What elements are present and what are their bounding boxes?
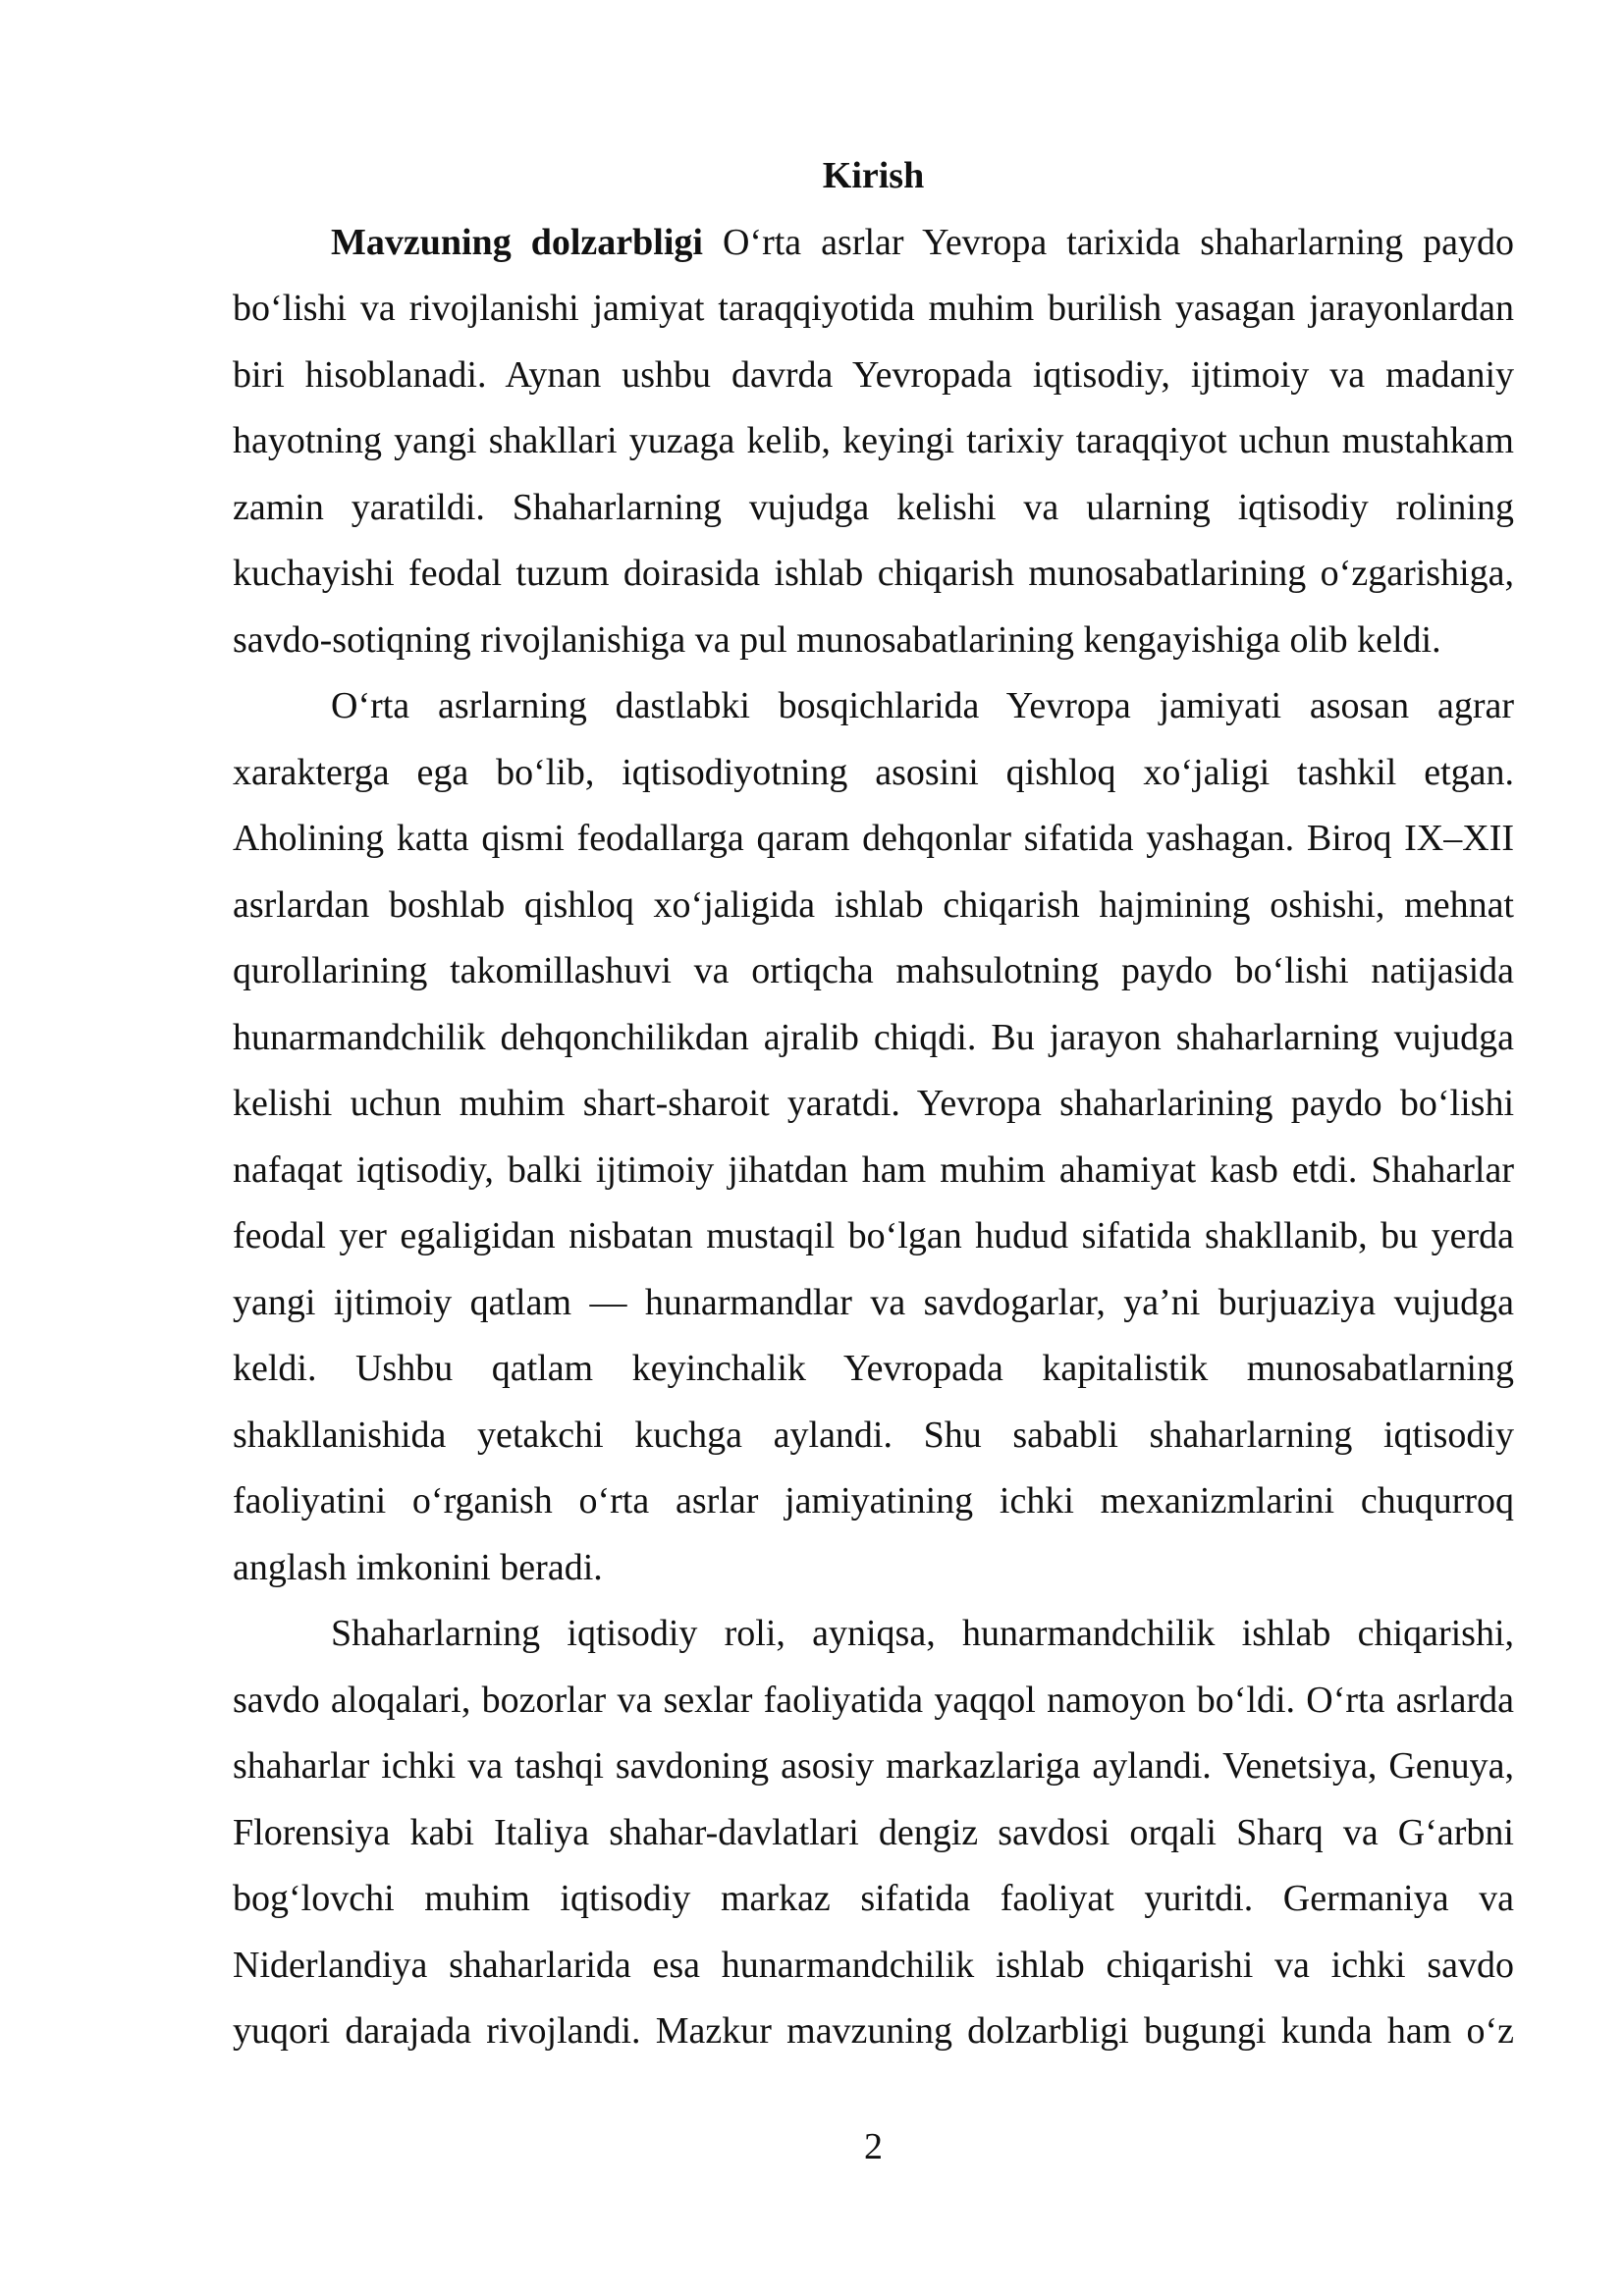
paragraph-line: shaharlar ichki va tashqi savdoning asosiy markazlariga aylandi. Venetsiya, Genuya, <box>233 1745 1514 1787</box>
paragraph-line: Shaharlarning iqtisodiy roli, ayniqsa, hunarmandchilik ishlab chiqarishi, <box>331 1613 1514 1654</box>
paragraph-line: yuqori darajada rivojlandi. Mazkur mavzuning dolzarbligi bugungi kunda ham o‘z <box>233 2010 1514 2052</box>
paragraph <box>233 210 1514 674</box>
paragraph-line: zamin yaratildi. Shaharlarning vujudga kelishi va ularning iqtisodiy rolining <box>233 486 1514 528</box>
paragraph-line: shakllanishida yetakchi kuchga aylandi. Shu sababli shaharlarning iqtisodiy <box>233 1414 1514 1456</box>
paragraph-line: bog‘lovchi muhim iqtisodiy markaz sifatida faoliyat yuritdi. Germaniya va <box>233 1878 1514 1919</box>
paragraph-line: hunarmandchilik dehqonchilikdan ajralib chiqdi. Bu jarayon shaharlarning vujudga <box>233 1016 1514 1058</box>
paragraph-line: keldi. Ushbu qatlam keyinchalik Yevropada kapitalistik munosabatlarning <box>233 1348 1514 1389</box>
section-title: Kirish <box>822 155 925 196</box>
paragraph-line: kelishi uchun muhim shart-sharoit yaratdi. Yevropa shaharlarining paydo bo‘lishi <box>233 1083 1514 1124</box>
paragraph-line: yangi ijtimoiy qatlam — hunarmandlar va savdogarlar, ya’ni burjuaziya vujudga <box>233 1281 1514 1323</box>
paragraph-line: biri hisoblanadi. Aynan ushbu davrda Yevropada iqtisodiy, ijtimoiy va madaniy <box>233 353 1514 396</box>
paragraph-line: savdo aloqalari, bozorlar va sexlar faoliyatida yaqqol namoyon bo‘ldi. O‘rta asrlarda <box>233 1679 1514 1721</box>
paragraph-line: asrlardan boshlab qishloq xo‘jaligida ishlab chiqarish hajmining oshishi, mehnat <box>233 883 1514 926</box>
paragraph-line: O‘rta asrlarning dastlabki bosqichlarida Yevropa jamiyati asosan agrar <box>331 685 1514 726</box>
paragraph-line: hayotning yangi shakllari yuzaga kelib, keyingi tarixiy taraqqiyot uchun mustahkam <box>233 420 1514 461</box>
paragraph-line: Niderlandiya shaharlarida esa hunarmandchilik ishlab chiqarishi va ichki savdo <box>233 1944 1514 1986</box>
paragraph-line: feodal yer egaligidan nisbatan mustaqil bo‘lgan hudud sifatida shakllanib, bu yerda <box>233 1215 1514 1256</box>
paragraph-line: faoliyatini o‘rganish o‘rta asrlar jamiyatining ichki mexanizmlarini chuqurroq <box>233 1480 1514 1522</box>
paragraph-line: anglash imkonini beradi. <box>233 1546 603 1588</box>
paragraph-line-text: O‘rta asrlar Yevropa tarixida shaharlarning paydo <box>722 221 1514 263</box>
paragraph-lead: Mavzuning dolzarbligi <box>331 221 703 263</box>
paragraph-line <box>233 210 1514 277</box>
paragraph-line: kuchayishi feodal tuzum doirasida ishlab chiqarish munosabatlarining o‘zgarishiga, <box>233 553 1514 594</box>
paragraph-line: xarakterga ega bo‘lib, iqtisodiyotning asosini qishloq xo‘jaligi tashkil etgan. <box>233 751 1514 793</box>
paragraph-line: nafaqat iqtisodiy, balki ijtimoiy jihatdan ham muhim ahamiyat kasb etdi. Shaharlar <box>233 1148 1514 1191</box>
paragraph-line: qurollarining takomillashuvi va ortiqcha mahsulotning paydo bo‘lishi natijasida <box>233 950 1514 991</box>
paragraph-line: Aholining katta qismi feodallarga qaram dehqonlar sifatida yashagan. Biroq IX–XII <box>233 818 1514 859</box>
document-body <box>233 143 1514 2065</box>
paragraph <box>233 673 1514 1601</box>
paragraph-line: bo‘lishi va rivojlanishi jamiyat taraqqiyotida muhim burilish yasagan jarayonlardan <box>233 288 1514 329</box>
page-number: 2 <box>864 2126 883 2167</box>
paragraph <box>233 1601 1514 2065</box>
paragraph-line: savdo-sotiqning rivojlanishiga va pul munosabatlarining kengayishiga olib keldi. <box>233 618 1441 661</box>
paragraph-line: Florensiya kabi Italiya shahar-davlatlari dengiz savdosi orqali Sharq va G‘arbni <box>233 1811 1514 1853</box>
